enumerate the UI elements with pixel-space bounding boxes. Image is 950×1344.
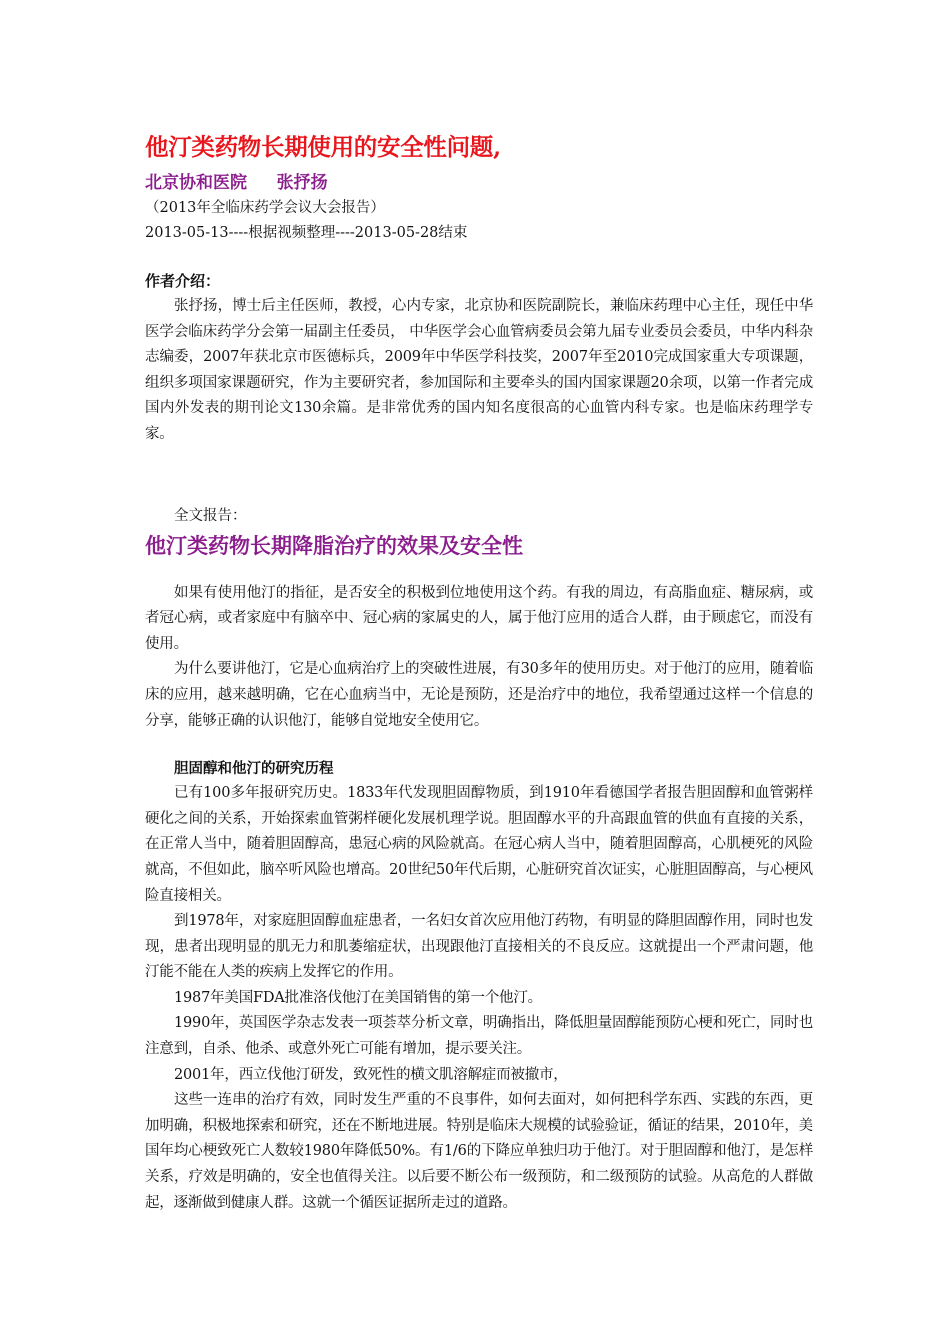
meta-conference: （2013年全临床药学会议大会报告） [145, 200, 385, 216]
intro-paragraph: 为什么要讲他汀，它是心血病治疗上的突破性进展，有30多年的使用历史。对于他汀的应用，随着临床的应用，越来越明确，它在心血病当中，无论是预防，还是治疗中的地位，我希望通过这样一个信息的分享，能够正确的认识他汀，能够自觉地安全使用它。 [145, 661, 813, 729]
section-paragraph: 已有100多年报研究历史。1833年代发现胆固醇物质，到1910年看德国学者报告胆固醇和血管粥样硬化之间的关系，开始探索血管粥样硬化发展机理学说。胆固醇水平的升高跟血管的供血有直接的关系，在正常人当中，随着胆固醇高，患冠心病的风险就高。在冠心病人当中，随着胆固醇高，心肌梗死的风险就高，不但如此，脑卒听风险也增高。20世纪50年代后期，心脏研究首次证实，心脏胆固醇高，与心梗风险直接相关。 [145, 785, 813, 904]
meta-dates: 2013-05-13----根据视频整理----2013-05-28结束 [145, 225, 468, 241]
section-paragraph: 2001年，西立伐他汀研发，致死性的横文肌溶解症而被撤市， [174, 1066, 568, 1083]
document-page [145, 128, 813, 1216]
intro-paragraph: 如果有使用他汀的指征，是否安全的积极到位地使用这个药。有我的周边，有高脂血症、糖尿病，或者冠心病，或者家庭中有脑卒中、冠心病的家属史的人，属于他汀应用的适合人群，由于顾虑它，而没有使用。 [145, 584, 813, 652]
section-paragraph: 1987年美国FDA批准洛伐他汀在美国销售的第一个他汀。 [174, 989, 542, 1006]
section-paragraph: 到1978年，对家庭胆固醇血症患者，一名妇女首次应用他汀药物，有明显的降胆固醇作用，同时也发现，患者出现明显的肌无力和肌萎缩症状，出现跟他汀直接相关的不良反应。这就提出一个严肃问题，他汀能不能在人类的疾病上发挥它的作用。 [145, 913, 813, 981]
author-intro-paragraph: 张抒扬，博士后主任医师，教授，心内专家，北京协和医院副院长，兼临床药理中心主任，现任中华医学会临床药学分会第一届副主任委员， 中华医学会心血管病委员会第九届专业委员会委员，中华内科杂志编委，2007年获北京市医德标兵，2009年中华医学科技奖，2007年至2010完成国家重大专项课题，组织多项国家课题研究，作为主要研究者，参加国际和主要牵头的国内国家课题20余项，以第一作者完成国内外发表的期刊论文130余篇。是非常优秀的国内知名度很高的心血管内科专家。也是临床药理学专家。 [145, 298, 813, 442]
full-report-label: 全文报告： [174, 507, 247, 524]
document-title: 他汀类药物长期使用的安全性问题, [145, 133, 501, 161]
section-paragraph: 这些一连串的治疗有效，同时发生严重的不良事件，如何去面对，如何把科学东西、实践的东西，更加明确，积极地探索和研究，还在不断地进展。特别是临床大规模的试验验证，循证的结果，2010年，美国年均心梗致死亡人数较1980年降低50%。有1/6的下降应单独归功于他汀。对于胆固醇和他汀，是怎样关系，疗效是明确的，安全也值得关注。以后要不断公布一级预防，和二级预防的试验。从高危的人群做起，逐渐做到健康人群。这就一个循医证据所走过的道路。 [145, 1092, 813, 1211]
author-intro-heading: 作者介绍： [145, 272, 221, 290]
section-paragraph: 1990年，英国医学杂志发表一项荟萃分析文章，明确指出，降低胆量固醇能预防心梗和死亡，同时也注意到，自杀、他杀、或意外死亡可能有增加，提示要关注。 [145, 1015, 813, 1058]
section-heading: 胆固醇和他汀的研究历程 [174, 760, 334, 778]
report-subtitle: 他汀类药物长期降脂治疗的效果及安全性 [145, 532, 523, 558]
author-line: 北京协和医院 张抒扬 [145, 173, 328, 193]
